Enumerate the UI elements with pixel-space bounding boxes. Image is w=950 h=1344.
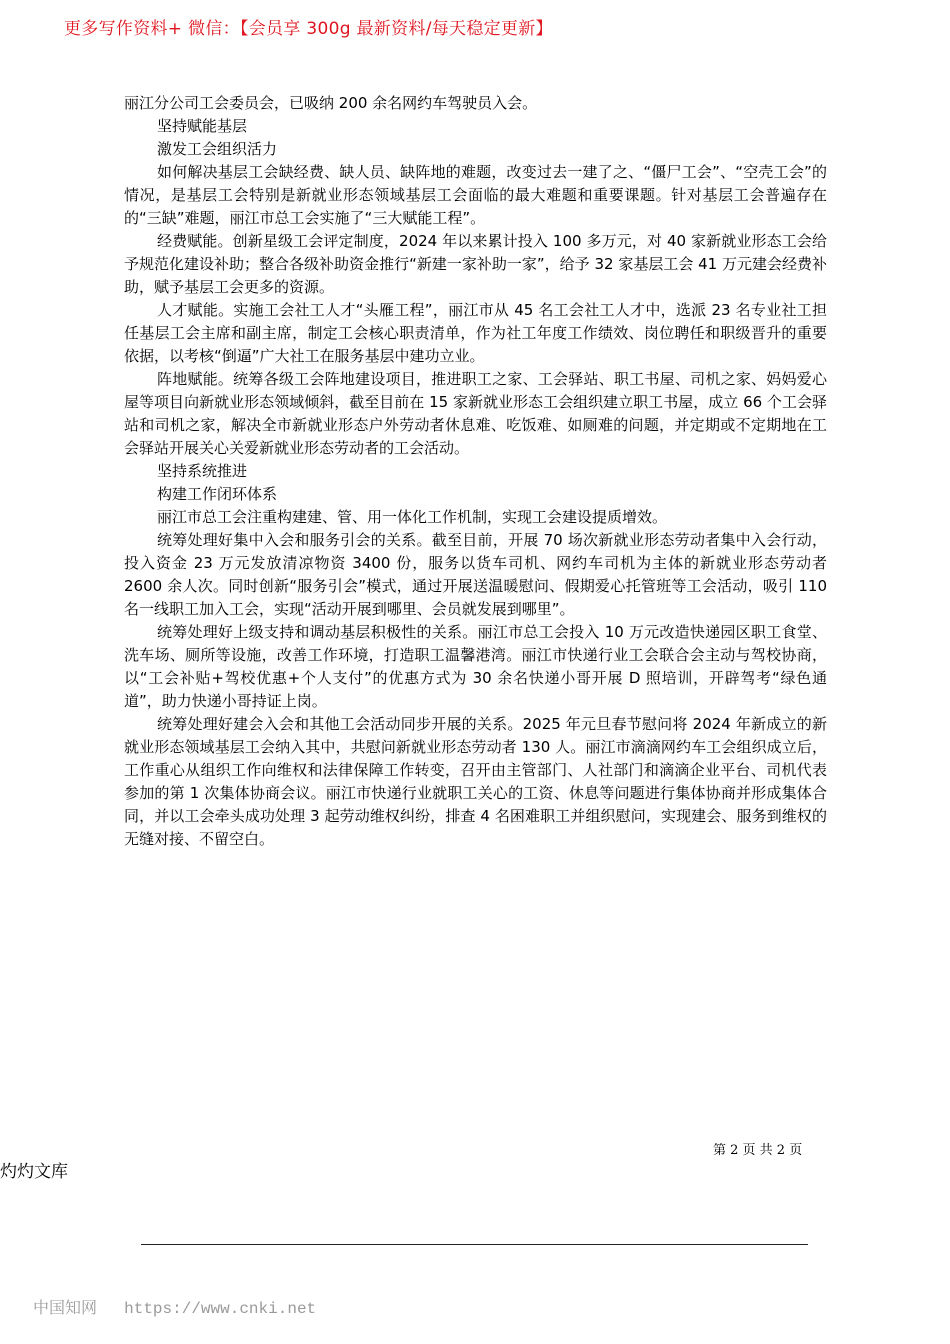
section-heading: 坚持系统推进 (157, 462, 248, 480)
page-indicator: 第 2 页 共 2 页 (713, 1143, 803, 1158)
section-heading: 坚持赋能基层 (157, 117, 248, 135)
paragraph: 统筹处理好集中入会和服务引会的关系。截至目前，开展 70 场次新就业形态劳动者集中入会行动，投入资金 23 万元发放清凉物资 3400 份，服务以货车司机、网约车司机为主体的新就业形态劳动者 2600 余人次。同时创新“服务引会”模式，通过开展送温暖慰问、假期爱心托管班等工会活动，吸引 110 名一线职工加入工会，实现“活动开展到哪里、会员就发展到哪里”。 (124, 531, 827, 618)
paragraph: 经费赋能。创新星级工会评定制度，2024 年以来累计投入 100 多万元，对 40 家新就业形态工会给予规范化建设补助；整合各级补助资金推行“新建一家补助一家”，给予 32 家基层工会 41 万元建会经费补助，赋予基层工会更多的资源。 (124, 232, 827, 296)
source-footer (33, 1295, 316, 1318)
library-watermark: 灼灼文库 (0, 1162, 68, 1182)
section-subheading: 构建工作闭环体系 (157, 485, 278, 503)
paragraph: 人才赋能。实施工会社工人才“头雁工程”，丽江市从 45 名工会社工人才中，选派 23 名专业社工担任基层工会主席和副主席，制定工会核心职责清单，作为社工年度工作绩效、岗位聘任和职级晋升的重要依据，以考核“倒逼”广大社工在服务基层中建功立业。 (124, 301, 827, 365)
paragraph: 统筹处理好建会入会和其他工会活动同步开展的关系。2025 年元旦春节慰问将 2024 年新成立的新就业形态领域基层工会纳入其中，共慰问新就业形态劳动者 130 人。丽江市滴滴网约车工会组织成立后，工作重心从组织工作向维权和法律保障工作转变，召开由主管部门、人社部门和滴滴企业平台、司机代表参加的第 1 次集体协商会议。丽江市快递行业就职工关心的工资、休息等问题进行集体协商并形成集体合同，并以工会牵头成功处理 3 起劳动维权纠纷，排查 4 名困难职工并组织慰问，实现建会、服务到维权的无缝对接、不留空白。 (124, 715, 827, 848)
paragraph: 阵地赋能。统筹各级工会阵地建设项目，推进职工之家、工会驿站、职工书屋、司机之家、妈妈爱心屋等项目向新就业形态领域倾斜，截至目前在 15 家新就业形态工会组织建立职工书屋，成立 66 个工会驿站和司机之家，解决全市新就业形态户外劳动者休息难、吃饭难、如厕难的问题，并定期或不定期地在工会驿站开展关心关爱新就业形态劳动者的工会活动。 (124, 370, 827, 457)
paragraph: 如何解决基层工会缺经费、缺人员、缺阵地的难题，改变过去一建了之、“僵尸工会”、“空壳工会”的情况，是基层工会特别是新就业形态领域基层工会面临的最大难题和重要课题。针对基层工会普遍存在的“三缺”难题，丽江市总工会实施了“三大赋能工程”。 (124, 163, 827, 227)
promo-banner: 更多写作资料+ 微信：【会员享 300g 最新资料/每天稳定更新】 (64, 19, 553, 39)
footer-divider (141, 1244, 808, 1245)
source-name: 中国知网 (33, 1298, 98, 1317)
paragraph: 统筹处理好上级支持和调动基层积极性的关系。丽江市总工会投入 10 万元改造快递园区职工食堂、洗车场、厕所等设施，改善工作环境，打造职工温馨港湾。丽江市快递行业工会联合会主动与驾校协商，以“工会补贴+驾校优惠+个人支付”的优惠方式为 30 余名快递小哥开展 D 照培训，开辟驾考“绿色通道”，助力快递小哥持证上岗。 (124, 623, 827, 710)
paragraph: 丽江分公司工会委员会，已吸纳 200 余名网约车驾驶员入会。 (124, 94, 538, 112)
source-url[interactable]: https://www.cnki.net (124, 1300, 317, 1318)
document-body (124, 92, 827, 851)
section-subheading: 激发工会组织活力 (157, 140, 278, 158)
paragraph: 丽江市总工会注重构建建、管、用一体化工作机制，实现工会建设提质增效。 (157, 508, 668, 526)
